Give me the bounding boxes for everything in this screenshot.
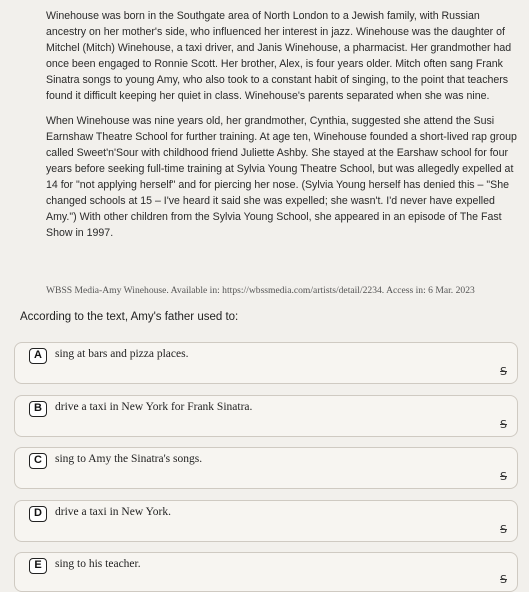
strikethrough-icon[interactable]: S	[500, 523, 507, 536]
option-letter: E	[29, 558, 47, 574]
option-letter: B	[29, 401, 47, 417]
answer-option-d[interactable]	[14, 500, 518, 542]
option-letter: C	[29, 453, 47, 469]
answer-option-e[interactable]	[14, 552, 518, 592]
strikethrough-icon[interactable]: S	[500, 418, 507, 431]
option-text: sing at bars and pizza places.	[55, 348, 189, 360]
answer-option-a[interactable]	[14, 342, 518, 384]
option-text: drive a taxi in New York for Frank Sinatra.	[55, 401, 253, 413]
reading-passage	[46, 8, 518, 250]
source-citation: WBSS Media-Amy Winehouse. Available in: https://wbssmedia.com/artists/detail/2234. Access in: 6 Mar. 2023	[46, 285, 475, 296]
question-prompt: According to the text, Amy's father used to:	[20, 311, 239, 323]
strikethrough-icon[interactable]: S	[500, 365, 507, 378]
option-letter: D	[29, 506, 47, 522]
option-text: sing to Amy the Sinatra's songs.	[55, 453, 203, 465]
option-text: drive a taxi in New York.	[55, 506, 171, 518]
strikethrough-icon[interactable]: S	[500, 470, 507, 483]
passage-paragraph: When Winehouse was nine years old, her grandmother, Cynthia, suggested she attend the Susi Earnshaw Theatre School for further training. At age ten, Winehouse founded a short-lived rap group called Sweet'n'Sour with childhood friend Juliette Ashby. She stayed at the Earshaw school for four years before seeking full-time training at Sylvia Young Theatre School, but was allegedly expelled at 14 for "not applying herself" and for piercing her nose. (Sylvia Young herself has denied this – "She changed schools at 15 – I've heard it said she was expelled; she wasn't. I'd never have expelled Amy.") With other children from the Sylvia Young School, she appeared in an episode of The Fast Show in 1997.	[46, 115, 517, 239]
answer-option-b[interactable]	[14, 395, 518, 437]
passage-paragraph: Winehouse was born in the Southgate area of North London to a Jewish family, with Russian ancestry on her mother's side, who influenced her interest in jazz. Winehouse was the daughter of Mitchel (Mitch) Winehouse, a taxi driver, and Janis Winehouse, a pharmacist. Her grandmother had once been engaged to Ronnie Scott. Her brother, Alex, is four years older. Mitch often sang Frank Sinatra songs to young Amy, who also took to a constant habit of singing, to the point that teachers found it difficult keeping her quiet in class. Winehouse's parents separated when she was nine.	[46, 10, 512, 102]
strikethrough-icon[interactable]: S	[500, 573, 507, 586]
answer-option-c[interactable]	[14, 447, 518, 489]
option-text: sing to his teacher.	[55, 558, 141, 570]
option-letter: A	[29, 348, 47, 364]
